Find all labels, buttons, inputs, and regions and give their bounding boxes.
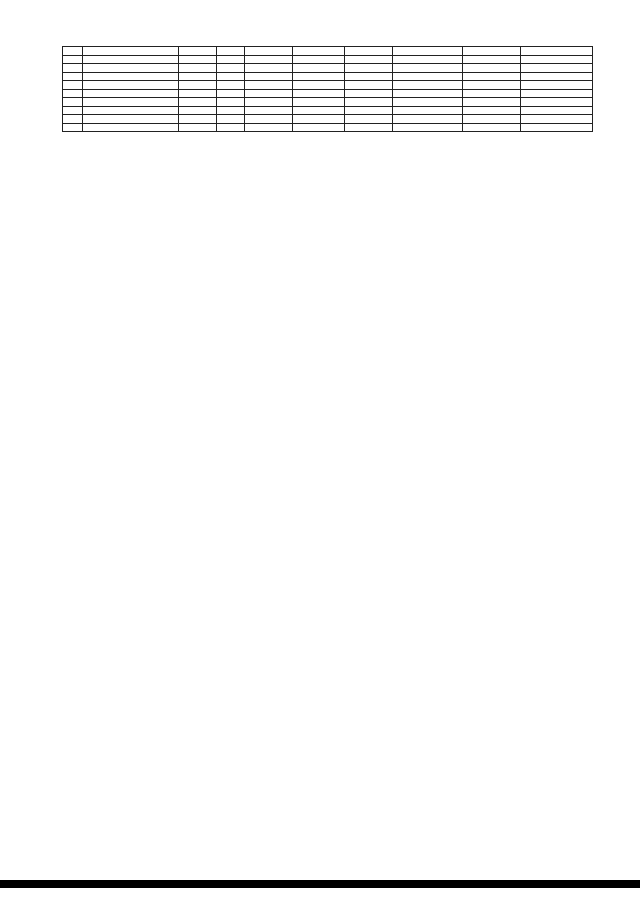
table-row <box>63 81 593 90</box>
table-cell <box>393 115 463 124</box>
table-cell <box>245 123 293 132</box>
register-table <box>62 46 593 132</box>
table-cell <box>393 81 463 90</box>
table-cell <box>345 64 393 73</box>
table-cell <box>293 115 345 124</box>
table-cell <box>463 115 521 124</box>
table-cell <box>217 72 245 81</box>
table-cell <box>83 115 179 124</box>
table-cell <box>463 81 521 90</box>
table-cell <box>63 115 83 124</box>
table-cell <box>83 72 179 81</box>
table-cell <box>293 89 345 98</box>
table-cell <box>63 47 83 56</box>
table-cell <box>463 55 521 64</box>
table-cell <box>463 98 521 107</box>
table-cell <box>179 89 217 98</box>
register-sheet <box>62 46 592 132</box>
table-row <box>63 98 593 107</box>
table-row <box>63 47 593 56</box>
table-cell <box>345 81 393 90</box>
table-cell <box>463 123 521 132</box>
table-cell <box>345 89 393 98</box>
table-cell <box>83 47 179 56</box>
table-row <box>63 55 593 64</box>
table-cell <box>63 81 83 90</box>
table-row <box>63 115 593 124</box>
table-cell <box>521 72 593 81</box>
table-cell <box>245 98 293 107</box>
table-cell <box>521 81 593 90</box>
table-cell <box>217 47 245 56</box>
table-cell <box>217 89 245 98</box>
table-row <box>63 123 593 132</box>
table-cell <box>393 106 463 115</box>
table-cell <box>179 81 217 90</box>
table-cell <box>393 89 463 98</box>
table-cell <box>217 98 245 107</box>
table-cell <box>521 123 593 132</box>
table-row <box>63 106 593 115</box>
table-cell <box>217 55 245 64</box>
table-cell <box>63 55 83 64</box>
table-cell <box>393 98 463 107</box>
table-cell <box>345 47 393 56</box>
table-cell <box>83 106 179 115</box>
table-cell <box>83 98 179 107</box>
table-cell <box>245 72 293 81</box>
table-cell <box>217 81 245 90</box>
table-cell <box>463 72 521 81</box>
table-cell <box>63 98 83 107</box>
table-cell <box>217 115 245 124</box>
table-cell <box>245 55 293 64</box>
table-cell <box>245 81 293 90</box>
table-cell <box>293 106 345 115</box>
table-cell <box>179 72 217 81</box>
table-cell <box>217 123 245 132</box>
table-cell <box>217 64 245 73</box>
table-cell <box>393 47 463 56</box>
table-cell <box>245 106 293 115</box>
table-cell <box>293 55 345 64</box>
table-cell <box>345 123 393 132</box>
table-cell <box>293 123 345 132</box>
table-cell <box>83 55 179 64</box>
table-cell <box>245 64 293 73</box>
table-cell <box>293 47 345 56</box>
table-cell <box>293 98 345 107</box>
table-cell <box>179 64 217 73</box>
table-cell <box>463 89 521 98</box>
table-cell <box>293 81 345 90</box>
table-cell <box>393 123 463 132</box>
table-cell <box>345 98 393 107</box>
table-cell <box>463 47 521 56</box>
table-cell <box>63 123 83 132</box>
table-row <box>63 89 593 98</box>
table-cell <box>179 55 217 64</box>
table-cell <box>463 64 521 73</box>
table-row <box>63 72 593 81</box>
table-cell <box>521 89 593 98</box>
table-cell <box>83 89 179 98</box>
table-cell <box>63 64 83 73</box>
table-cell <box>217 106 245 115</box>
table-cell <box>179 106 217 115</box>
table-cell <box>245 89 293 98</box>
table-cell <box>179 123 217 132</box>
table-cell <box>345 106 393 115</box>
table-cell <box>521 64 593 73</box>
table-cell <box>83 81 179 90</box>
table-cell <box>293 64 345 73</box>
table-cell <box>83 123 179 132</box>
table-row <box>63 64 593 73</box>
table-cell <box>345 55 393 64</box>
table-cell <box>521 98 593 107</box>
table-cell <box>63 72 83 81</box>
table-cell <box>179 98 217 107</box>
table-cell <box>245 115 293 124</box>
table-cell <box>521 106 593 115</box>
table-cell <box>345 115 393 124</box>
table-cell <box>63 106 83 115</box>
table-cell <box>179 115 217 124</box>
scan-bottom-edge <box>0 880 640 888</box>
table-cell <box>393 55 463 64</box>
table-body <box>63 47 593 132</box>
table-cell <box>245 47 293 56</box>
table-cell <box>83 64 179 73</box>
table-cell <box>521 55 593 64</box>
table-cell <box>521 115 593 124</box>
table-cell <box>393 72 463 81</box>
table-cell <box>345 72 393 81</box>
table-cell <box>293 72 345 81</box>
table-cell <box>179 47 217 56</box>
table-cell <box>521 47 593 56</box>
table-cell <box>463 106 521 115</box>
table-cell <box>63 89 83 98</box>
table-cell <box>393 64 463 73</box>
